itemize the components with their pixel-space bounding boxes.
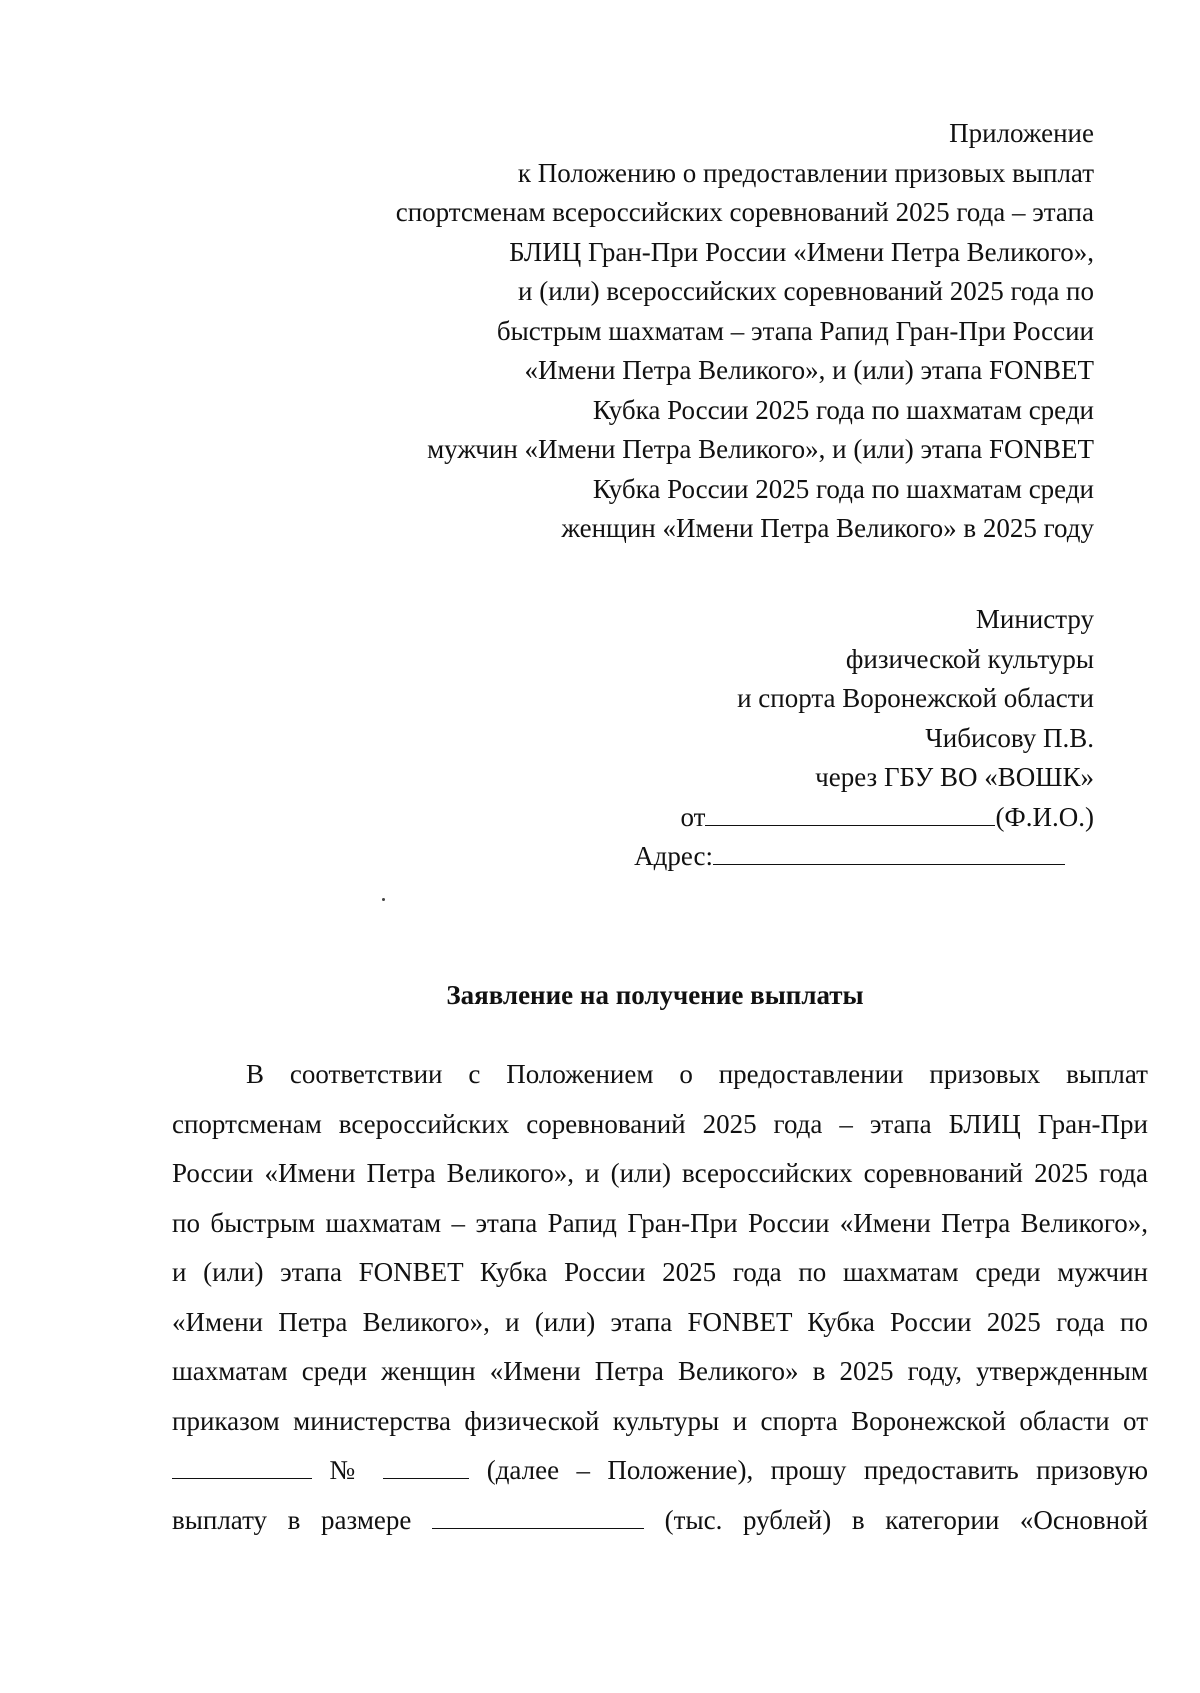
appendix-line: женщин «Имени Петра Великого» в 2025 году bbox=[561, 513, 1094, 543]
address-blank-field[interactable] bbox=[713, 840, 1065, 865]
addressee-line: и спорта Воронежской области bbox=[737, 683, 1094, 713]
body-line: «Имени Петра Великого», и (или) этапа FONBET Кубка России 2025 года по bbox=[172, 1306, 1148, 1337]
category-text: (тыс. рублей) в категории «Основной bbox=[664, 1504, 1149, 1535]
body-line: и (или) этапа FONBET Кубка России 2025 года по шахматам среди мужчин bbox=[172, 1257, 1148, 1287]
addressee-line: через ГБУ ВО «ВОШК» bbox=[815, 762, 1094, 792]
application-body bbox=[172, 1050, 1148, 1545]
body-line: спортсменам всероссийских соревнований 2025 года – этапа БЛИЦ Гран-При bbox=[172, 1108, 1148, 1139]
appendix-line: Кубка России 2025 года по шахматам среди bbox=[592, 473, 1094, 504]
addressee-line: Министру bbox=[975, 604, 1094, 634]
body-line: по быстрым шахматам – этапа Рапид Гран-При России «Имени Петра Великого», bbox=[172, 1207, 1148, 1238]
appendix-line: к Положению о предоставлении призовых выплат bbox=[517, 157, 1094, 188]
addressee-line: Чибисову П.В. bbox=[925, 722, 1094, 753]
order-date-blank-field[interactable] bbox=[172, 1454, 312, 1479]
address-label: Адрес: bbox=[634, 841, 713, 871]
addressee-block bbox=[494, 600, 1094, 877]
appendix-line: быстрым шахматам – этапа Рапид Гран-При России bbox=[496, 315, 1094, 346]
from-row bbox=[494, 798, 1094, 838]
appendix-line: БЛИЦ Гран-При России «Имени Петра Великого», bbox=[509, 236, 1094, 267]
appendix-line: «Имени Петра Великого», и (или) этапа FONBET bbox=[524, 355, 1094, 385]
body-line-order-ref bbox=[172, 1446, 1148, 1496]
body-line: В соответствии с Положением о предоставлении призовых выплат bbox=[246, 1059, 1148, 1089]
fio-blank-field[interactable] bbox=[705, 801, 995, 826]
from-label: от bbox=[680, 801, 706, 832]
order-number-blank-field[interactable] bbox=[383, 1454, 469, 1479]
address-row bbox=[494, 837, 1094, 877]
appendix-line: и (или) всероссийских соревнований 2025 года по bbox=[518, 276, 1094, 306]
body-line: России «Имени Петра Великого», и (или) всероссийских соревнований 2025 года bbox=[172, 1158, 1148, 1188]
number-sign: № bbox=[329, 1455, 366, 1485]
body-line: шахматам среди женщин «Имени Петра Великого» в 2025 году, утвержденным bbox=[172, 1356, 1148, 1386]
appendix-line: мужчин «Имени Петра Великого», и (или) этапа FONBET bbox=[427, 434, 1094, 464]
body-line-text: (далее – Положение), прошу предоставить призовую bbox=[486, 1455, 1149, 1485]
appendix-header bbox=[334, 114, 1094, 549]
addressee-line: физической культуры bbox=[845, 643, 1094, 674]
appendix-line: Приложение bbox=[949, 118, 1094, 148]
document-title: Заявление на получение выплаты bbox=[446, 980, 864, 1010]
amount-label: выплату в размере bbox=[172, 1504, 412, 1535]
amount-blank-field[interactable] bbox=[432, 1504, 644, 1529]
appendix-line: спортсменам всероссийских соревнований 2025 года – этапа bbox=[395, 197, 1094, 227]
body-line: приказом министерства физической культуры и спорта Воронежской области от bbox=[172, 1405, 1148, 1436]
body-line-amount bbox=[172, 1496, 1148, 1546]
appendix-line: Кубка России 2025 года по шахматам среди bbox=[592, 394, 1094, 425]
scan-speck bbox=[382, 898, 385, 901]
fio-label: (Ф.И.О.) bbox=[995, 801, 1094, 832]
